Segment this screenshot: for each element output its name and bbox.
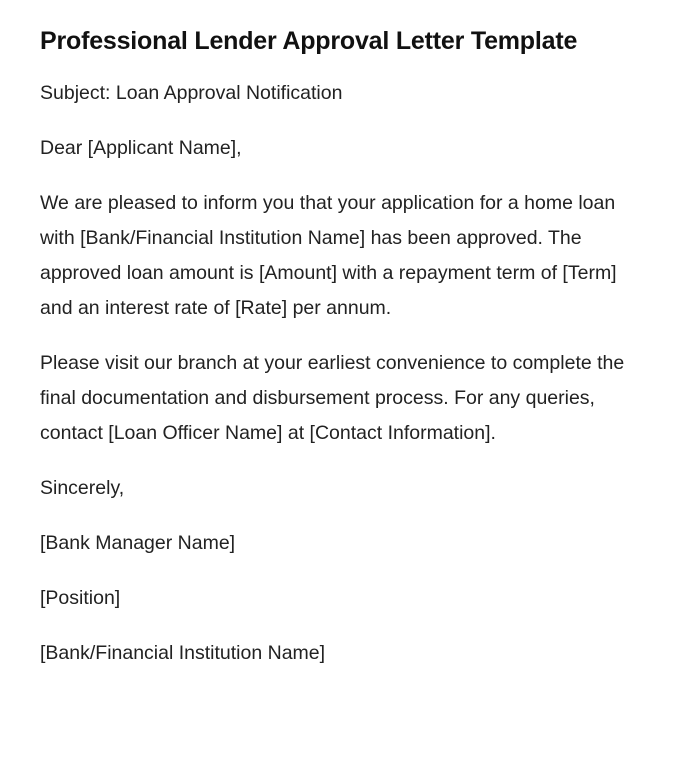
signer-name: [Bank Manager Name] xyxy=(40,532,236,554)
signer-position: [Position] xyxy=(40,587,121,609)
signer-institution: [Bank/Financial Institution Name] xyxy=(40,642,326,664)
subject-line: Subject: Loan Approval Notification xyxy=(40,82,343,104)
closing: Sincerely, xyxy=(40,477,125,499)
greeting: Dear [Applicant Name], xyxy=(40,137,242,159)
body-paragraph-approval: We are pleased to inform you that your application for a home loan with [Bank/Financial Institution Name] has been approved. The approved loan amount is [Amount] with a repayment term of [Term] and an interest rate of [Rate] per annum. xyxy=(40,192,617,319)
page-title: Professional Lender Approval Letter Template xyxy=(40,27,578,55)
body-paragraph-next-steps: Please visit our branch at your earliest convenience to complete the final documentation and disbursement process. For any queries, contact [Loan Officer Name] at [Contact Information]. xyxy=(40,352,625,444)
